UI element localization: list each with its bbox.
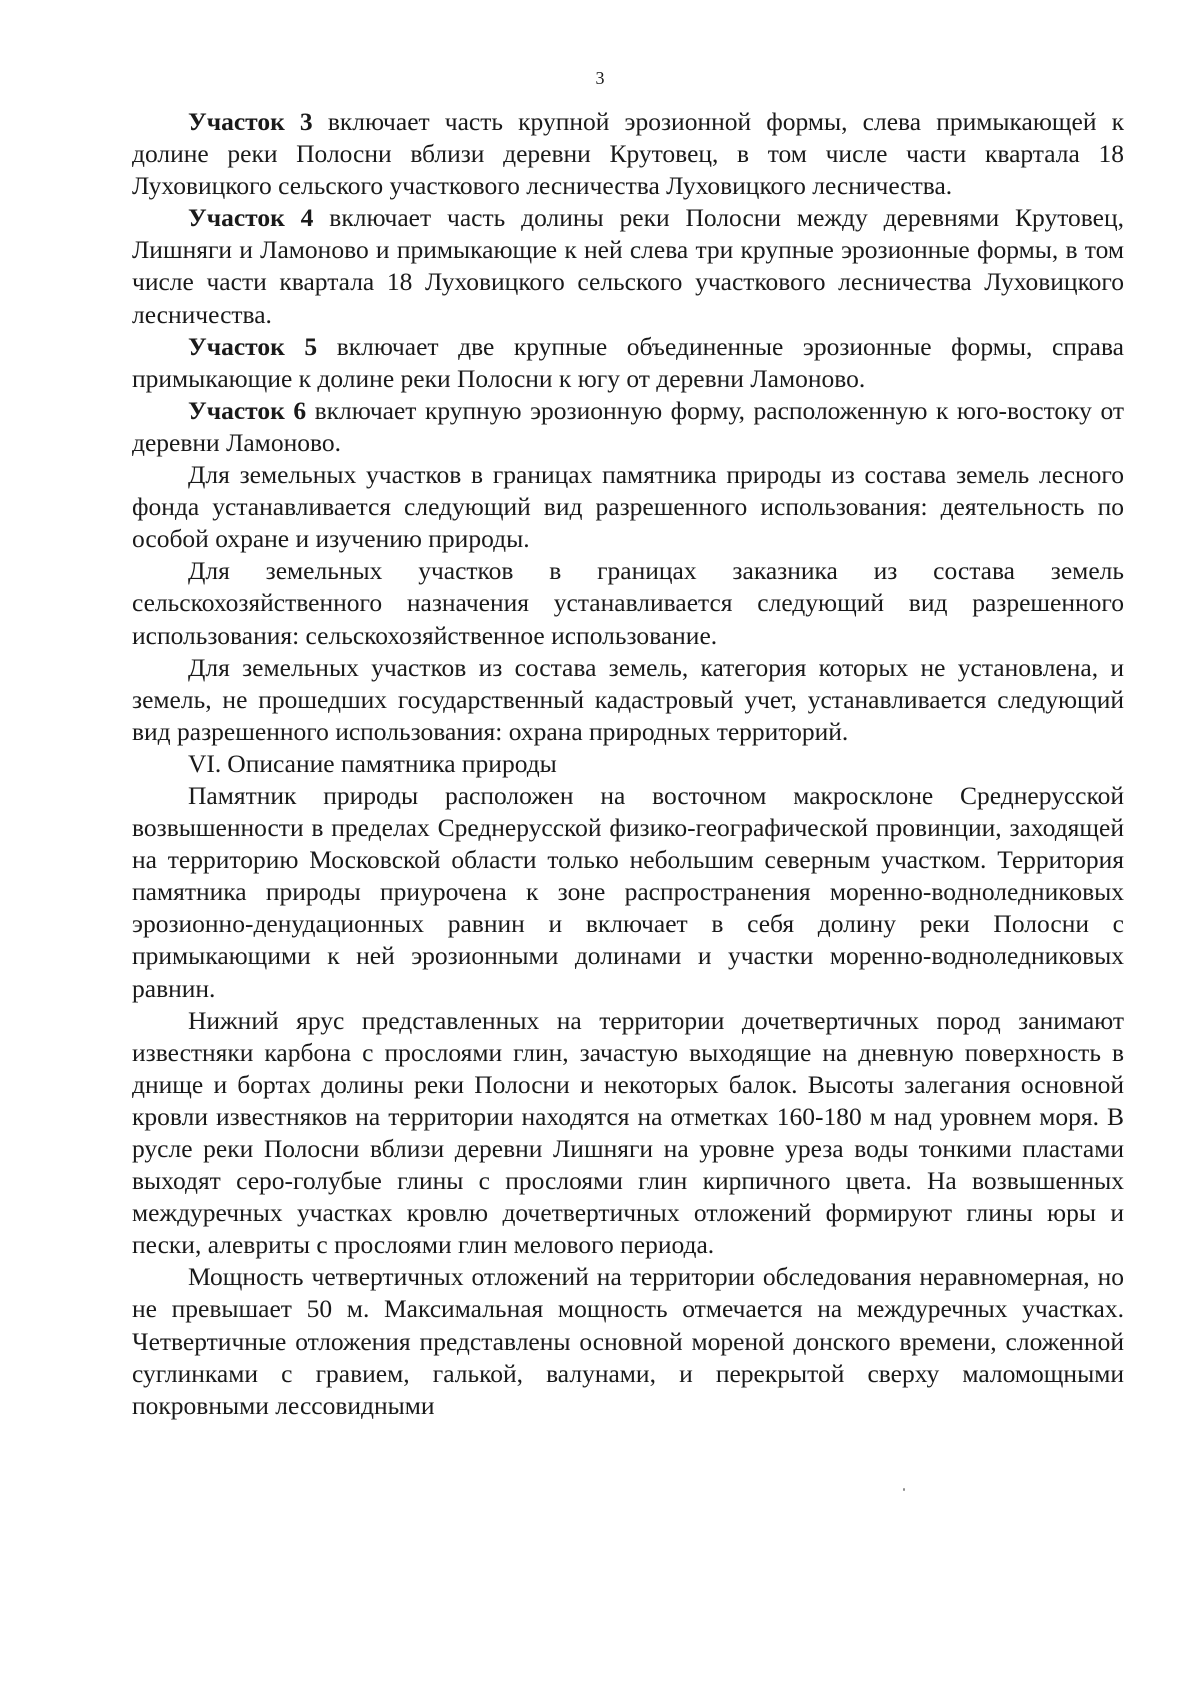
plot-4-heading: Участок 4 bbox=[188, 203, 314, 233]
section-number: VI. bbox=[188, 748, 222, 778]
document-body bbox=[132, 106, 1124, 1422]
scan-speck bbox=[903, 1488, 905, 1491]
paragraph-plot-3 bbox=[132, 106, 1124, 202]
paragraph-bedrock: Нижний ярус представленных на территории дочетвертичных пород занимают известняки карбона с прослоями глин, зачастую выходящие на дневную поверхность в днище и бортах долины реки Полосни и некоторых балок. Высоты залегания основной кровли известняков на территории находятся на отметках 160-180 м над уровнем моря. В русле реки Полосни вблизи деревни Лишняги на уровне уреза воды тонкими пластами выходят серо-голубые глины с прослоями глин кирпичного цвета. На возвышенных междуречных участках кровлю дочетвертичных отложений формируют глины юры и пески, алевриты с прослоями глин мелового периода. bbox=[132, 1005, 1124, 1260]
paragraph-agricultural-land-use: Для земельных участков в границах заказника из состава земель сельскохозяйственного назначения устанавливается следующий вид разрешенного использования: сельскохозяйственное использование. bbox=[132, 556, 1124, 650]
plot-6-text: включает крупную эрозионную форму, расположенную к юго-востоку от деревни Ламоново. bbox=[132, 395, 1125, 457]
page-number: 3 bbox=[595, 68, 605, 88]
paragraph-forest-land-use: Для земельных участков в границах памятника природы из состава земель лесного фонда устанавливается следующий вид разрешенного использования: деятельность по особой охране и изучению природы. bbox=[132, 460, 1124, 554]
plot-3-heading: Участок 3 bbox=[188, 107, 313, 136]
section-title: Описание памятника природы bbox=[227, 748, 557, 778]
paragraph-unregistered-land-use: Для земельных участков из состава земель, категория которых не установлена, и земель, не прошедших государственный кадастровый учет, устанавливается следующий вид разрешенного использования: охрана природных территорий. bbox=[132, 652, 1124, 746]
paragraph-location: Памятник природы расположен на восточном макросклоне Среднерусской возвышенности в пределах Среднерусской физико-географической провинции, заходящей на территорию Московской области только небольшим северным участком. Территория памятника природы приурочена к зоне распространения моренно-водноледниковых эрозионно-денудационных равнин и включает в себя долину реки Полосни с примыкающими к ней эрозионными долинами и участки моренно-водноледниковых равнин. bbox=[132, 780, 1124, 1003]
paragraph-plot-5 bbox=[132, 331, 1124, 395]
paragraph-quaternary-deposits: Мощность четвертичных отложений на территории обследования неравномерная, но не превышает 50 м. Максимальная мощность отмечается на междуречных участках. Четвертичные отложения представлены основной мореной донского времени, сложенной суглинками с гравием, галькой, валунами, и перекрытой сверху маломощными покровными лессовидными bbox=[132, 1262, 1124, 1420]
plot-5-text: включает две крупные объединенные эрозионные формы, справа примыкающие к долине реки Полосни к югу от деревни Ламоново. bbox=[132, 331, 1125, 393]
plot-3-text: включает часть крупной эрозионной формы, слева примыкающей к долине реки Полосни вблизи деревни Крутовец, в том числе части квартала 18 Луховицкого сельского участкового лесничества Луховицкого лесничества. bbox=[132, 107, 1124, 201]
plot-4-text: включает часть долины реки Полосни между деревнями Крутовец, Лишняги и Ламоново и примыкающие к ней слева три крупные эрозионные формы, в том числе части квартала 18 Луховицкого сельского участкового лесничества Луховицкого лесничества. bbox=[132, 203, 1124, 329]
plot-6-heading: Участок 6 bbox=[188, 395, 307, 425]
section-heading bbox=[132, 748, 1124, 780]
plot-5-heading: Участок 5 bbox=[188, 331, 318, 361]
paragraph-plot-6 bbox=[132, 395, 1124, 459]
paragraph-plot-4 bbox=[132, 202, 1124, 330]
